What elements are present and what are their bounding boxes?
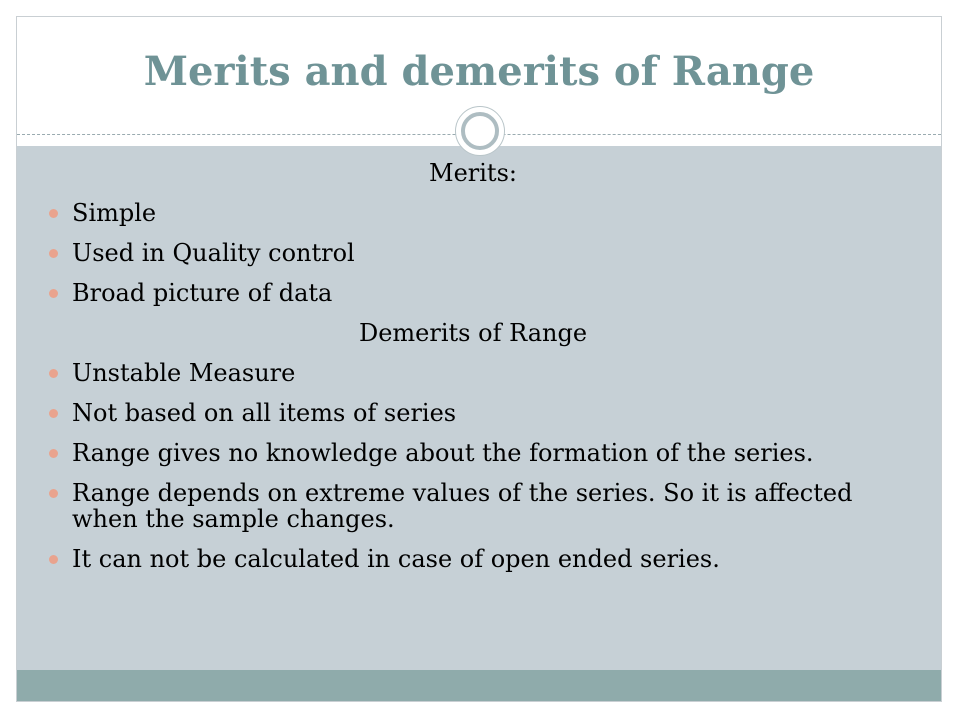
list-item: Used in Quality control bbox=[48, 240, 898, 266]
list-item: Broad picture of data bbox=[48, 280, 898, 306]
footer-bar bbox=[17, 670, 941, 701]
bullet-icon bbox=[49, 555, 58, 564]
circle-ornament-icon bbox=[455, 106, 505, 156]
list-item: Not based on all items of series bbox=[48, 400, 898, 426]
bullet-icon bbox=[49, 409, 58, 418]
bullet-icon bbox=[49, 209, 58, 218]
list-item: Range gives no knowledge about the formation of the series. bbox=[48, 440, 898, 466]
merits-heading: Merits: bbox=[429, 159, 517, 187]
slide-title: Merits and demerits of Range bbox=[143, 47, 815, 95]
circle-ornament-inner bbox=[461, 112, 499, 150]
bullet-icon bbox=[49, 489, 58, 498]
list-item: Unstable Measure bbox=[48, 360, 898, 386]
merits-list bbox=[48, 200, 898, 306]
demerits-list bbox=[48, 360, 898, 572]
slide-body bbox=[48, 160, 898, 586]
bullet-icon bbox=[49, 449, 58, 458]
bullet-icon bbox=[49, 289, 58, 298]
list-item: Range depends on extreme values of the series. So it is affected when the sample changes. bbox=[48, 480, 898, 532]
demerits-heading: Demerits of Range bbox=[358, 319, 588, 347]
list-item: Simple bbox=[48, 200, 898, 226]
bullet-icon bbox=[49, 249, 58, 258]
list-item: It can not be calculated in case of open ended series. bbox=[48, 546, 898, 572]
bullet-icon bbox=[49, 369, 58, 378]
